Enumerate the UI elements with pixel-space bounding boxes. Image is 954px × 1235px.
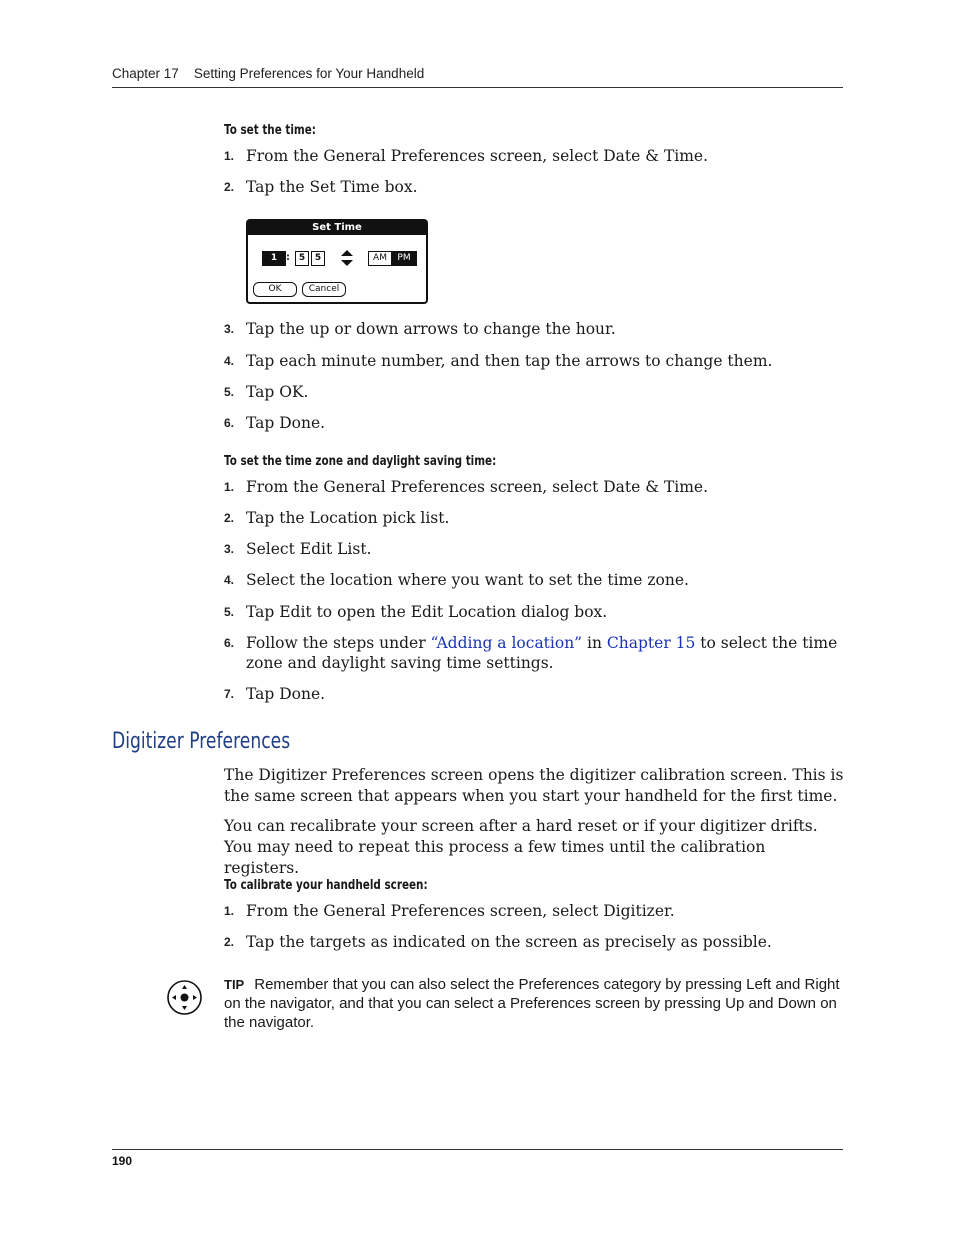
hour-box[interactable]: 1 xyxy=(262,251,286,266)
time-colon: : xyxy=(286,252,290,263)
step-number: 7. xyxy=(224,687,235,701)
section-title-digitizer: Digitizer Preferences xyxy=(112,729,291,754)
step-number: 1. xyxy=(224,149,235,163)
paragraph: The Digitizer Preferences screen opens the digitizer calibration screen. This is the same screen that appears when you start your handheld for the first time. xyxy=(224,766,844,805)
step-text-before: Follow the steps under xyxy=(246,634,431,652)
step-number: 2. xyxy=(224,935,235,949)
step-number: 6. xyxy=(224,416,235,430)
step-text-mid: in xyxy=(582,634,607,652)
step-text: Tap each minute number, and then tap the arrows to change them. xyxy=(246,352,773,370)
step-text: Tap Done. xyxy=(246,685,326,703)
tip-label: TIP xyxy=(224,977,245,992)
chapter-label: Chapter 17 xyxy=(112,66,179,81)
step-text: Select the location where you want to set the time zone. xyxy=(246,571,689,589)
step-number: 2. xyxy=(224,180,235,194)
paragraph: You can recalibrate your screen after a hard reset or if your digitizer drifts. You may need to repeat this process a few times until the calibration registers. xyxy=(224,817,818,877)
step-text: Tap the Set Time box. xyxy=(246,178,418,196)
up-down-arrows-icon[interactable] xyxy=(341,250,353,266)
step-text: From the General Preferences screen, select Date & Time. xyxy=(246,478,709,496)
step-text-after: to select the time zone and daylight saving time settings. xyxy=(246,634,838,672)
set-time-dialog xyxy=(246,219,428,304)
procedure-heading-calibrate: To calibrate your handheld screen: xyxy=(224,878,428,893)
step-number: 2. xyxy=(224,511,235,525)
footer-rule xyxy=(112,1149,843,1150)
step-text: Tap OK. xyxy=(246,383,309,401)
chapter-15-link[interactable]: Chapter 15 xyxy=(606,634,696,652)
page-number: 190 xyxy=(112,1154,133,1168)
step-number: 5. xyxy=(224,605,235,619)
tip-text: Remember that you can also select the Preferences category by pressing Left and Right on the navigator, and that you can select a Preferences screen by pressing Up and Down on the navigator. xyxy=(224,976,840,1031)
step-number: 1. xyxy=(224,480,235,494)
step-number: 5. xyxy=(224,385,235,399)
minute-tens-box[interactable]: 5 xyxy=(295,251,309,266)
step-text: Select Edit List. xyxy=(246,540,372,558)
step-number: 4. xyxy=(224,573,235,587)
procedure-heading-set-time: To set the time: xyxy=(224,123,316,138)
dialog-title: Set Time xyxy=(248,221,426,235)
pm-button[interactable]: PM xyxy=(391,251,417,266)
ok-button[interactable]: OK xyxy=(253,282,297,297)
procedure-heading-time-zone: To set the time zone and daylight saving time: xyxy=(224,454,497,469)
step-text: From the General Preferences screen, select Date & Time. xyxy=(246,147,709,165)
running-header xyxy=(112,66,424,81)
tip-note xyxy=(224,975,844,1032)
step-number: 3. xyxy=(224,542,235,556)
step-number: 1. xyxy=(224,904,235,918)
step-text: Tap Done. xyxy=(246,414,326,432)
header-rule xyxy=(112,87,843,88)
step-text xyxy=(246,633,846,673)
step-number: 3. xyxy=(224,322,235,336)
step-number: 6. xyxy=(224,636,235,650)
am-button[interactable]: AM xyxy=(368,251,392,266)
minute-ones-box[interactable]: 5 xyxy=(311,251,325,266)
step-text: Tap the Location pick list. xyxy=(246,509,450,527)
step-number: 4. xyxy=(224,354,235,368)
navigator-icon xyxy=(166,979,203,1016)
step-text: Tap Edit to open the Edit Location dialog box. xyxy=(246,603,608,621)
step-text: Tap the up or down arrows to change the hour. xyxy=(246,320,616,338)
cancel-button[interactable]: Cancel xyxy=(302,282,346,297)
chapter-title: Setting Preferences for Your Handheld xyxy=(193,66,425,81)
step-text: From the General Preferences screen, select Digitizer. xyxy=(246,902,675,920)
adding-location-link[interactable]: “Adding a location” xyxy=(430,634,583,652)
step-text: Tap the targets as indicated on the screen as precisely as possible. xyxy=(246,933,772,951)
